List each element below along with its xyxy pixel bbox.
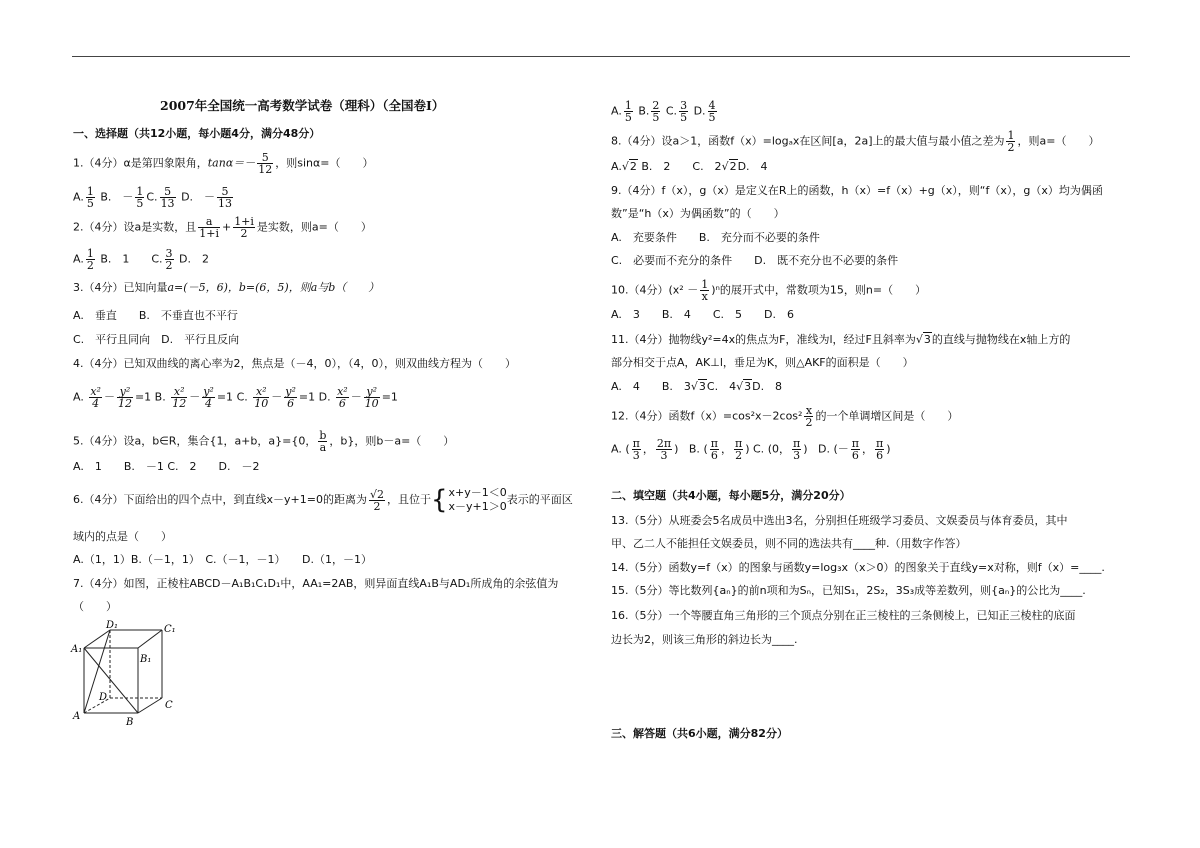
question-16-line2: 边长为2，则该三角形的斜边长为____. (611, 633, 798, 646)
question-13: 13.（5分）从班委会5名成员中选出3名，分别担任班级学习委员、文娱委员与体育委员，其中 (611, 514, 1068, 527)
label-B1: B₁ (140, 654, 152, 665)
page-title: 2007年全国统一高考数学试卷（理科）（全国卷Ⅰ） (160, 98, 445, 113)
question-14: 14.（5分）函数y=f（x）的图象与函数y=log₃x（x＞0）的图象关于直线y=x对称，则f（x）=____. (611, 561, 1105, 574)
question-9-line2: 数”是“h（x）为偶函数”的（ ） (611, 207, 785, 220)
question-6-line2: 域内的点是（ ） (73, 530, 172, 543)
section-solve-heading: 三、解答题（共6小题，满分82分） (611, 727, 788, 740)
section-choice-heading: 一、选择题（共12小题，每小题4分，满分48分） (73, 127, 321, 140)
question-12: 12.（4分）函数f（x）=cos²x－2cos² $\frac{x}{2}$ 的一个单调增区间是（ ） (611, 404, 959, 429)
label-C: C (165, 700, 173, 711)
question-4: 4.（4分）已知双曲线的离心率为2，焦点是（－4，0），（4，0），则双曲线方程为（ ） (73, 357, 516, 370)
question-8: 8.（4分）设a＞1，函数f（x）=logₐx在区间[a，2a]上的最大值与最小值之差为 $\frac{1}{2}$ ，则a=（ ） (611, 129, 1100, 154)
question-6-options: A.（1，1）B.（－1，1） C.（－1，－1） D.（1，－1） (73, 553, 373, 566)
question-5: 5.（4分）设a，b∈R，集合{1，a+b，a}={0， $\frac{b}{a}$ ，b}，则b－a=（ ） (73, 429, 455, 454)
label-C1: C₁ (164, 624, 176, 635)
question-9: 9.（4分）f（x），g（x）是定义在R上的函数，h（x）=f（x）+g（x），则“f（x），g（x）均为偶函 (611, 184, 1103, 197)
prism-figure (70, 618, 180, 730)
question-1-options: A. $\frac{1}{5}$ B. － $\frac{1}{5}$ C. $\frac{5}{13}$ D. － $\frac{5}{13}$ (73, 185, 233, 210)
label-D1: D₁ (106, 620, 119, 631)
question-5-options: A. 1 B. －1 C. 2 D. －2 (73, 460, 260, 473)
question-15: 15.（5分）等比数列{aₙ}的前n项和为Sₙ，已知S₁，2S₂，3S₃成等差数列，则{aₙ}的公比为____. (611, 584, 1086, 597)
section-fill-heading: 二、填空题（共4小题，每小题5分，满分20分） (611, 489, 851, 502)
label-B: B (126, 717, 134, 728)
question-10-options: A. 3 B. 4 C. 5 D. 6 (611, 308, 795, 321)
question-2: 2.（4分）设a是实数，且 $\frac{a}{1+i}$ + $\frac{1+i}{2}$ 是实数，则a=（ ） (73, 215, 372, 240)
question-7-line2: （ ） (73, 600, 117, 613)
question-16: 16.（5分）一个等腰直角三角形的三个顶点分别在正三棱柱的三条侧棱上，已知正三棱柱的底面 (611, 609, 1076, 622)
question-8-options: A.√2 B. 2 C. 2√2D. 4 (611, 160, 768, 173)
label-A1: A₁ (71, 644, 83, 655)
question-9-options-ab: A. 充要条件 B. 充分而不必要的条件 (611, 231, 820, 244)
question-10: 10.（4分）(x² － $\frac{1}{x}$ )ⁿ的展开式中，常数项为15，则n=（ ） (611, 278, 927, 303)
question-11-options: A. 4 B. 3√3C. 4√3D. 8 (611, 380, 783, 393)
question-3: 3.（4分）已知向量a=(－5，6)，b=(6，5)，则a与b（ ） (73, 281, 380, 294)
question-6: 6.（4分）下面给出的四个点中，到直线x－y+1=0的距离为 $\frac{√2}{2}$ ，且位于{ x+y－1＜0 x－y+1＞0 表示的平面区 (73, 485, 573, 515)
question-7-options: A. $\frac{1}{5}$ B. $\frac{2}{5}$ C. $\frac{3}{5}$ D. $\frac{4}{5}$ (611, 99, 716, 124)
label-D: D (99, 692, 108, 703)
question-12-options: A. ( $\frac{\pi}{3}$ ， $\frac{2\pi}{3}$ ) B. ( $\frac{\pi}{6}$ ， $\frac{\pi}{2}$ ) C. (0， $\frac{\pi}{3}$ ) D. (－ $\frac{\pi}{6}$ ， $\frac{\pi}{6}$ ) (611, 437, 891, 462)
question-3-options-cd: C. 平行且同向 D. 平行且反向 (73, 333, 240, 346)
header-rule (72, 56, 1130, 57)
question-2-options: A. $\frac{1}{2}$ B. 1 C. $\frac{3}{2}$ D. 2 (73, 247, 210, 272)
question-11: 11.（4分）抛物线y²=4x的焦点为F，准线为l，经过F且斜率为√3的直线与抛物线在x轴上方的 (611, 333, 1071, 346)
question-4-options: A. $\frac{\text{x²}}{4}$ － $\frac{\text{y²}}{12}$ =1 B. $\frac{\text{x²}}{12}$ － $\frac{\text{y²}}{4}$ =1 C. $\frac{\text{x²}}{10}$ － $\frac{\text{y²}}{6}$ =1 D. $\frac{\text{x²}}{6}$ － $\frac{\text{y²}}{10}$ =1 (73, 385, 398, 410)
question-3-options-ab: A. 垂直 B. 不垂直也不平行 (73, 309, 238, 322)
question-9-options-cd: C. 必要而不充分的条件 D. 既不充分也不必要的条件 (611, 254, 899, 267)
question-11-line2: 部分相交于点A，AK⊥l，垂足为K，则△AKF的面积是（ ） (611, 356, 914, 369)
label-A: A (73, 711, 81, 722)
question-7: 7.（4分）如图，正棱柱ABCD－A₁B₁C₁D₁中，AA₁=2AB，则异面直线A₁B与AD₁所成角的余弦值为 (73, 577, 559, 590)
question-13-line2: 甲、乙二人不能担任文娱委员，则不同的选法共有____种.（用数字作答） (611, 537, 967, 550)
question-1: 1.（4分）α是第四象限角，tanα＝－ $\frac{5}{12}$ ，则sinα=（ ） (73, 151, 374, 176)
